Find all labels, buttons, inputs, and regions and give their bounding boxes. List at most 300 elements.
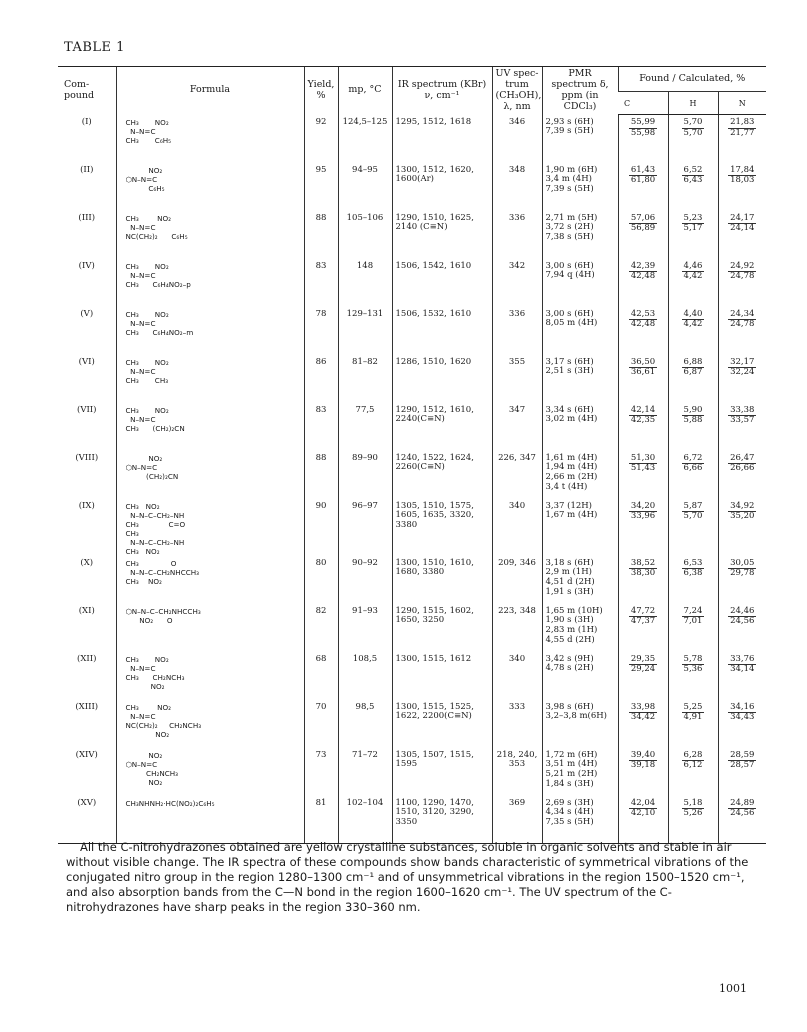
found-value: 5,87 bbox=[683, 500, 703, 511]
found-calculated-fraction bbox=[728, 751, 756, 772]
header-c: C bbox=[618, 92, 668, 115]
table-row bbox=[58, 307, 766, 355]
analysis-n bbox=[718, 115, 766, 163]
calculated-value: 35,20 bbox=[730, 511, 755, 522]
found-value: 24,17 bbox=[730, 212, 755, 223]
found-calculated-fraction bbox=[682, 559, 705, 580]
analysis-c bbox=[618, 700, 668, 748]
mp-value: 148 bbox=[338, 259, 392, 307]
table-title: TABLE 1 bbox=[64, 40, 125, 55]
calculated-value: 6,43 bbox=[683, 175, 703, 186]
pmr-line: 4,51 d (2H) bbox=[545, 577, 595, 588]
pmr-line: 1,84 s (3H) bbox=[545, 778, 594, 789]
analysis-n bbox=[718, 307, 766, 355]
formula-text: CH₃ O N–N–C–CH₂NHCCH₃ CH₃ NO₂ bbox=[125, 558, 200, 586]
ir-line: 1240, 1522, 1624, bbox=[395, 452, 474, 463]
pmr-spectrum bbox=[542, 403, 618, 451]
ir-line: 1100, 1290, 1470, bbox=[395, 797, 474, 808]
table-row bbox=[58, 403, 766, 451]
compound-id: (X) bbox=[80, 557, 94, 568]
calculated-value: 42,48 bbox=[630, 319, 656, 330]
ir-line: 1305, 1507, 1515, bbox=[395, 749, 474, 760]
found-calculated-fraction bbox=[629, 799, 657, 820]
calculated-value: 26,66 bbox=[730, 463, 755, 474]
analysis-n bbox=[718, 259, 766, 307]
found-calculated-fraction bbox=[629, 751, 657, 772]
found-value: 17,84 bbox=[730, 164, 755, 175]
yield-value: 95 bbox=[304, 163, 338, 211]
analysis-h bbox=[668, 451, 718, 499]
compound-id: (I) bbox=[81, 116, 92, 127]
pmr-spectrum bbox=[542, 211, 618, 259]
found-value: 42,53 bbox=[630, 308, 656, 319]
yield-value: 86 bbox=[304, 355, 338, 403]
structural-formula bbox=[116, 403, 304, 451]
found-value: 33,38 bbox=[730, 404, 755, 415]
mp-value: 108,5 bbox=[338, 652, 392, 700]
calculated-value: 24,78 bbox=[730, 319, 755, 330]
ir-spectrum bbox=[392, 115, 492, 163]
data-table bbox=[58, 66, 766, 844]
found-value: 28,59 bbox=[730, 749, 755, 760]
formula-text: CH₃ NO₂ N–N=C NC(CH₂)₂ C₆H₅ bbox=[125, 213, 188, 241]
mp-value: 71–72 bbox=[338, 748, 392, 796]
compound-id: (XI) bbox=[78, 605, 95, 616]
found-calculated-fraction bbox=[629, 655, 657, 676]
table-row bbox=[58, 748, 766, 796]
pmr-line: 1,90 m (6H) bbox=[545, 164, 598, 175]
analysis-n bbox=[718, 451, 766, 499]
pmr-line: 8,05 m (4H) bbox=[545, 318, 598, 329]
ir-spectrum bbox=[392, 748, 492, 796]
ir-line: 1300, 1515, 1612 bbox=[395, 653, 472, 664]
ir-line: 2260(C≡N) bbox=[395, 462, 445, 473]
pmr-line: 3,18 s (6H) bbox=[545, 557, 594, 568]
compound-id: (VI) bbox=[78, 356, 95, 367]
analysis-c bbox=[618, 652, 668, 700]
found-calculated-fraction bbox=[629, 118, 657, 139]
found-value: 33,98 bbox=[630, 701, 656, 712]
calculated-value: 6,66 bbox=[683, 463, 703, 474]
found-calculated-fraction bbox=[682, 118, 705, 139]
found-calculated-fraction bbox=[682, 703, 705, 724]
header-formula: Formula bbox=[116, 67, 304, 115]
analysis-h bbox=[668, 796, 718, 844]
found-calculated-fraction bbox=[629, 559, 657, 580]
found-value: 24,89 bbox=[730, 797, 755, 808]
formula-text: CH₃ NO₂ N–N=C CH₃ CH₃ bbox=[125, 357, 169, 385]
found-value: 30,05 bbox=[730, 557, 755, 568]
ir-line: 1506, 1532, 1610 bbox=[395, 308, 472, 319]
found-calculated-fraction bbox=[682, 607, 705, 628]
formula-text: ⬡N–N–C–CH₂NHCCH₃ NO₂ O bbox=[125, 606, 201, 625]
found-calculated-fraction bbox=[728, 559, 756, 580]
calculated-value: 6,38 bbox=[683, 568, 703, 579]
ir-spectrum bbox=[392, 652, 492, 700]
calculated-value: 38,30 bbox=[630, 568, 656, 579]
formula-text: CH₃ NO₂ N–N=C NC(CH₂)₂ CH₂NCH₃ NO₂ bbox=[125, 702, 202, 739]
found-value: 34,20 bbox=[630, 500, 656, 511]
pmr-line: 3,51 m (4H) bbox=[545, 759, 598, 770]
found-calculated-fraction bbox=[682, 799, 705, 820]
compound-id: (IX) bbox=[78, 500, 95, 511]
table-row bbox=[58, 700, 766, 748]
calculated-value: 47,37 bbox=[630, 616, 656, 627]
pmr-line: 2,93 s (6H) bbox=[545, 116, 594, 127]
found-value: 5,25 bbox=[683, 701, 703, 712]
found-value: 6,88 bbox=[683, 356, 703, 367]
pmr-line: 2,9 m (1H) bbox=[545, 567, 592, 578]
found-calculated-fraction bbox=[629, 310, 657, 331]
ir-spectrum bbox=[392, 211, 492, 259]
calculated-value: 34,43 bbox=[730, 712, 755, 723]
ir-spectrum bbox=[392, 700, 492, 748]
found-calculated-fraction bbox=[682, 262, 705, 283]
structural-formula bbox=[116, 259, 304, 307]
ir-spectrum bbox=[392, 796, 492, 844]
found-value: 32,17 bbox=[730, 356, 755, 367]
calculated-value: 5,70 bbox=[683, 511, 703, 522]
found-calculated-fraction bbox=[682, 310, 705, 331]
table-body bbox=[58, 115, 766, 844]
analysis-n bbox=[718, 556, 766, 604]
calculated-value: 56,89 bbox=[630, 223, 656, 234]
found-calculated-fraction bbox=[728, 166, 756, 187]
pmr-line: 2,51 s (3H) bbox=[545, 366, 594, 377]
found-calculated-fraction bbox=[629, 502, 657, 523]
analysis-h bbox=[668, 604, 718, 652]
pmr-line: 7,38 s (5H) bbox=[545, 232, 594, 243]
yield-value: 73 bbox=[304, 748, 338, 796]
ir-line: 1605, 1635, 3320, bbox=[395, 510, 474, 521]
calculated-value: 61,80 bbox=[630, 175, 656, 186]
analysis-h bbox=[668, 115, 718, 163]
yield-value: 80 bbox=[304, 556, 338, 604]
found-calculated-fraction bbox=[728, 502, 756, 523]
analysis-c bbox=[618, 451, 668, 499]
analysis-n bbox=[718, 604, 766, 652]
found-value: 34,92 bbox=[730, 500, 755, 511]
calculated-value: 7,01 bbox=[683, 616, 703, 627]
found-calculated-fraction bbox=[682, 751, 705, 772]
structural-formula bbox=[116, 499, 304, 556]
found-value: 51,30 bbox=[630, 452, 656, 463]
found-calculated-fraction bbox=[629, 454, 657, 475]
ir-line: 2240(C≡N) bbox=[395, 414, 445, 425]
found-value: 24,34 bbox=[730, 308, 755, 319]
uv-value: 218, 240, 353 bbox=[492, 748, 542, 796]
found-calculated-fraction bbox=[629, 703, 657, 724]
analysis-c bbox=[618, 163, 668, 211]
pmr-line: 4,78 s (2H) bbox=[545, 663, 594, 674]
found-calculated-fraction bbox=[728, 310, 756, 331]
structural-formula bbox=[116, 307, 304, 355]
yield-value: 82 bbox=[304, 604, 338, 652]
found-calculated-fraction bbox=[728, 799, 756, 820]
found-value: 47,72 bbox=[630, 605, 656, 616]
pmr-line: 3,4 m (4H) bbox=[545, 174, 592, 185]
found-value: 7,24 bbox=[683, 605, 703, 616]
found-value: 5,78 bbox=[683, 653, 703, 664]
header-found: Found / Calculated, % bbox=[618, 67, 766, 92]
yield-value: 70 bbox=[304, 700, 338, 748]
analysis-h bbox=[668, 748, 718, 796]
mp-value: 90–92 bbox=[338, 556, 392, 604]
compound-id: (VIII) bbox=[75, 452, 99, 463]
mp-value: 89–90 bbox=[338, 451, 392, 499]
found-value: 6,72 bbox=[683, 452, 703, 463]
yield-value: 92 bbox=[304, 115, 338, 163]
table-row bbox=[58, 604, 766, 652]
calculated-value: 24,14 bbox=[730, 223, 755, 234]
analysis-n bbox=[718, 499, 766, 556]
calculated-value: 32,24 bbox=[730, 367, 755, 378]
ir-line: 1650, 3250 bbox=[395, 615, 445, 626]
calculated-value: 21,77 bbox=[730, 127, 755, 138]
calculated-value: 42,10 bbox=[630, 808, 656, 819]
structural-formula bbox=[116, 604, 304, 652]
formula-text: CH₃NHNH₂·HC(NO₂)₂C₆H₅ bbox=[125, 798, 215, 808]
mp-value: 124,5–125 bbox=[338, 115, 392, 163]
found-calculated-fraction bbox=[629, 166, 657, 187]
found-calculated-fraction bbox=[728, 406, 756, 427]
calculated-value: 28,57 bbox=[730, 760, 755, 771]
table-row bbox=[58, 652, 766, 700]
formula-text: NO₂ ⬡N–N=C (CH₂)₂CN bbox=[125, 453, 179, 481]
found-value: 24,46 bbox=[730, 605, 755, 616]
analysis-c bbox=[618, 796, 668, 844]
compound-id: (II) bbox=[80, 164, 94, 175]
found-value: 42,14 bbox=[630, 404, 656, 415]
yield-value: 88 bbox=[304, 451, 338, 499]
compound-id: (XV) bbox=[58, 796, 116, 844]
analysis-c bbox=[618, 556, 668, 604]
analysis-n bbox=[718, 355, 766, 403]
calculated-value: 6,87 bbox=[683, 367, 703, 378]
uv-value: 336 bbox=[492, 307, 542, 355]
calculated-value: 51,43 bbox=[630, 463, 656, 474]
header-yield: Yield, % bbox=[304, 67, 338, 115]
calculated-value: 5,88 bbox=[683, 415, 703, 426]
ir-line: 1595 bbox=[395, 759, 418, 770]
ir-line: 1680, 3380 bbox=[395, 567, 445, 578]
found-value: 42,04 bbox=[630, 797, 656, 808]
header-mp: mp, °C bbox=[338, 67, 392, 115]
structural-formula bbox=[116, 796, 304, 844]
ir-line: 1300, 1515, 1525, bbox=[395, 701, 474, 712]
analysis-h bbox=[668, 307, 718, 355]
calculated-value: 6,12 bbox=[683, 760, 703, 771]
analysis-c bbox=[618, 115, 668, 163]
ir-line: 1290, 1510, 1625, bbox=[395, 212, 474, 223]
pmr-line: 2,83 m (1H) bbox=[545, 625, 598, 636]
analysis-n bbox=[718, 403, 766, 451]
pmr-spectrum bbox=[542, 700, 618, 748]
ir-line: 1300, 1510, 1610, bbox=[395, 557, 474, 568]
analysis-n bbox=[718, 748, 766, 796]
yield-value: 83 bbox=[304, 403, 338, 451]
mp-value: 105–106 bbox=[338, 211, 392, 259]
pmr-spectrum bbox=[542, 652, 618, 700]
pmr-line: 3,98 s (6H) bbox=[545, 701, 594, 712]
ir-line: 1510, 3120, 3290, bbox=[395, 807, 474, 818]
compound-id: (III) bbox=[78, 212, 96, 223]
found-calculated-fraction bbox=[682, 358, 705, 379]
found-value: 4,46 bbox=[683, 260, 703, 271]
mp-value: 91–93 bbox=[338, 604, 392, 652]
analysis-c bbox=[618, 604, 668, 652]
found-calculated-fraction bbox=[629, 406, 657, 427]
found-value: 26,47 bbox=[730, 452, 755, 463]
structural-formula bbox=[116, 163, 304, 211]
pmr-line: 3,72 s (2H) bbox=[545, 222, 594, 233]
compound-id: (IV) bbox=[78, 260, 95, 271]
found-calculated-fraction bbox=[682, 406, 705, 427]
structural-formula bbox=[116, 700, 304, 748]
formula-text: NO₂ ⬡N–N=C C₆H₅ bbox=[125, 165, 165, 193]
pmr-spectrum bbox=[542, 355, 618, 403]
calculated-value: 4,42 bbox=[683, 319, 703, 330]
uv-value: 346 bbox=[492, 115, 542, 163]
found-value: 5,18 bbox=[683, 797, 703, 808]
compound-id: (XIV) bbox=[75, 749, 98, 760]
uv-value: 333 bbox=[492, 700, 542, 748]
header-compound: Com- pound bbox=[58, 67, 116, 115]
found-value: 61,43 bbox=[630, 164, 656, 175]
mp-value: 129–131 bbox=[338, 307, 392, 355]
calculated-value: 39,18 bbox=[630, 760, 656, 771]
found-value: 5,23 bbox=[683, 212, 703, 223]
mp-value: 96–97 bbox=[338, 499, 392, 556]
pmr-spectrum bbox=[542, 115, 618, 163]
ir-spectrum bbox=[392, 556, 492, 604]
calculated-value: 55,98 bbox=[630, 127, 656, 138]
formula-text: CH₃ NO₂ N–N=C CH₃ (CH₂)₂CN bbox=[125, 405, 185, 433]
ir-spectrum bbox=[392, 604, 492, 652]
pmr-line: 7,94 q (4H) bbox=[545, 270, 595, 281]
compound-id: (V) bbox=[80, 308, 94, 319]
ir-line: 1622, 2200(C≡N) bbox=[395, 711, 472, 722]
pmr-spectrum bbox=[542, 556, 618, 604]
table-row bbox=[58, 796, 766, 844]
found-value: 6,53 bbox=[683, 557, 703, 568]
uv-value: 209, 346 bbox=[492, 556, 542, 604]
body-paragraph: All the C-nitrohydrazones obtained are yellow crystalline substances, soluble in organic solvents and stable in air without visible change. The IR spectra of these compounds show bands characteristic of symmetrical vibrations of the conjugated nitro group in the region 1280–1300 cm⁻¹ and of unsymmetrical vibrations in the region 1500–1520 cm⁻¹, and also absorption bands from the C—N bond in the region 1600–1620 cm⁻¹. The UV spectrum of the C-nitrohydrazones have sharp peaks in the region 330–360 nm. bbox=[66, 839, 749, 914]
calculated-value: 4,42 bbox=[683, 271, 703, 282]
calculated-value: 24,56 bbox=[730, 808, 755, 819]
table-row bbox=[58, 556, 766, 604]
ir-line: 2140 (C≡N) bbox=[395, 222, 448, 233]
found-value: 42,39 bbox=[630, 260, 656, 271]
found-calculated-fraction bbox=[728, 118, 756, 139]
ir-line: 1295, 1512, 1618 bbox=[395, 116, 472, 127]
ir-spectrum bbox=[392, 403, 492, 451]
calculated-value: 42,48 bbox=[630, 271, 656, 282]
calculated-value: 18,03 bbox=[730, 175, 755, 186]
ir-spectrum bbox=[392, 307, 492, 355]
analysis-c bbox=[618, 211, 668, 259]
found-calculated-fraction bbox=[728, 607, 756, 628]
formula-text: CH₃ NO₂ N–N=C CH₃ C₆H₅ bbox=[125, 117, 171, 145]
pmr-line: 7,39 s (5H) bbox=[545, 126, 594, 137]
found-value: 29,35 bbox=[630, 653, 656, 664]
mp-value: 98,5 bbox=[338, 700, 392, 748]
pmr-line: 3,00 s (6H) bbox=[545, 308, 594, 319]
formula-text: NO₂ ⬡N–N=C CH₂NCH₃ NO₂ bbox=[125, 750, 179, 787]
found-calculated-fraction bbox=[728, 262, 756, 283]
found-calculated-fraction bbox=[728, 703, 756, 724]
analysis-h bbox=[668, 556, 718, 604]
header-n: N bbox=[718, 92, 766, 115]
yield-value: 68 bbox=[304, 652, 338, 700]
formula-text: CH₃ NO₂ N–N–C–CH₂–NH CH₃ C=O CH₃ N–N–C–CH₂–NH CH₃ NO₂ bbox=[125, 501, 186, 556]
analysis-c bbox=[618, 748, 668, 796]
pmr-line: 1,90 s (3H) bbox=[545, 615, 594, 626]
found-value: 4,40 bbox=[683, 308, 703, 319]
calculated-value: 5,26 bbox=[683, 808, 703, 819]
structural-formula bbox=[116, 211, 304, 259]
found-calculated-fraction bbox=[682, 655, 705, 676]
calculated-value: 33,96 bbox=[630, 511, 656, 522]
ir-line: 1506, 1542, 1610 bbox=[395, 260, 472, 271]
analysis-n bbox=[718, 652, 766, 700]
calculated-value: 4,91 bbox=[683, 712, 703, 723]
structural-formula bbox=[116, 652, 304, 700]
pmr-line: 1,91 s (3H) bbox=[545, 586, 594, 597]
ir-line: 1300, 1512, 1620, bbox=[395, 164, 474, 175]
calculated-value: 5,36 bbox=[683, 664, 703, 675]
found-value: 21,83 bbox=[730, 117, 755, 128]
calculated-value: 42,35 bbox=[630, 415, 656, 426]
ir-line: 1600(Ar) bbox=[395, 174, 434, 185]
analysis-h bbox=[668, 499, 718, 556]
found-value: 5,90 bbox=[683, 404, 703, 415]
pmr-line: 3,4 t (4H) bbox=[545, 481, 588, 492]
table-row bbox=[58, 163, 766, 211]
pmr-spectrum bbox=[542, 604, 618, 652]
found-value: 36,50 bbox=[630, 356, 656, 367]
yield-value: 78 bbox=[304, 307, 338, 355]
ir-spectrum bbox=[392, 499, 492, 556]
calculated-value: 29,24 bbox=[630, 664, 656, 675]
structural-formula bbox=[116, 748, 304, 796]
analysis-c bbox=[618, 307, 668, 355]
calculated-value: 29,78 bbox=[730, 568, 755, 579]
pmr-spectrum bbox=[542, 163, 618, 211]
analysis-h bbox=[668, 403, 718, 451]
found-value: 57,06 bbox=[630, 212, 656, 223]
formula-text: CH₃ NO₂ N–N=C CH₃ CH₂NCH₃ NO₂ bbox=[125, 654, 185, 691]
found-calculated-fraction bbox=[629, 262, 657, 283]
pmr-line: 1,65 m (10H) bbox=[545, 605, 603, 616]
found-value: 6,28 bbox=[683, 749, 703, 760]
mp-value: 81–82 bbox=[338, 355, 392, 403]
mp-value: 94–95 bbox=[338, 163, 392, 211]
structural-formula bbox=[116, 115, 304, 163]
pmr-spectrum bbox=[542, 748, 618, 796]
structural-formula bbox=[116, 451, 304, 499]
found-value: 39,40 bbox=[630, 749, 656, 760]
analysis-n bbox=[718, 163, 766, 211]
table-row bbox=[58, 115, 766, 163]
ir-spectrum bbox=[392, 355, 492, 403]
ir-spectrum bbox=[392, 259, 492, 307]
ir-spectrum bbox=[392, 451, 492, 499]
pmr-line: 7,35 s (5H) bbox=[545, 817, 594, 828]
found-calculated-fraction bbox=[682, 214, 705, 235]
table-row bbox=[58, 451, 766, 499]
uv-value: 340 bbox=[492, 499, 542, 556]
